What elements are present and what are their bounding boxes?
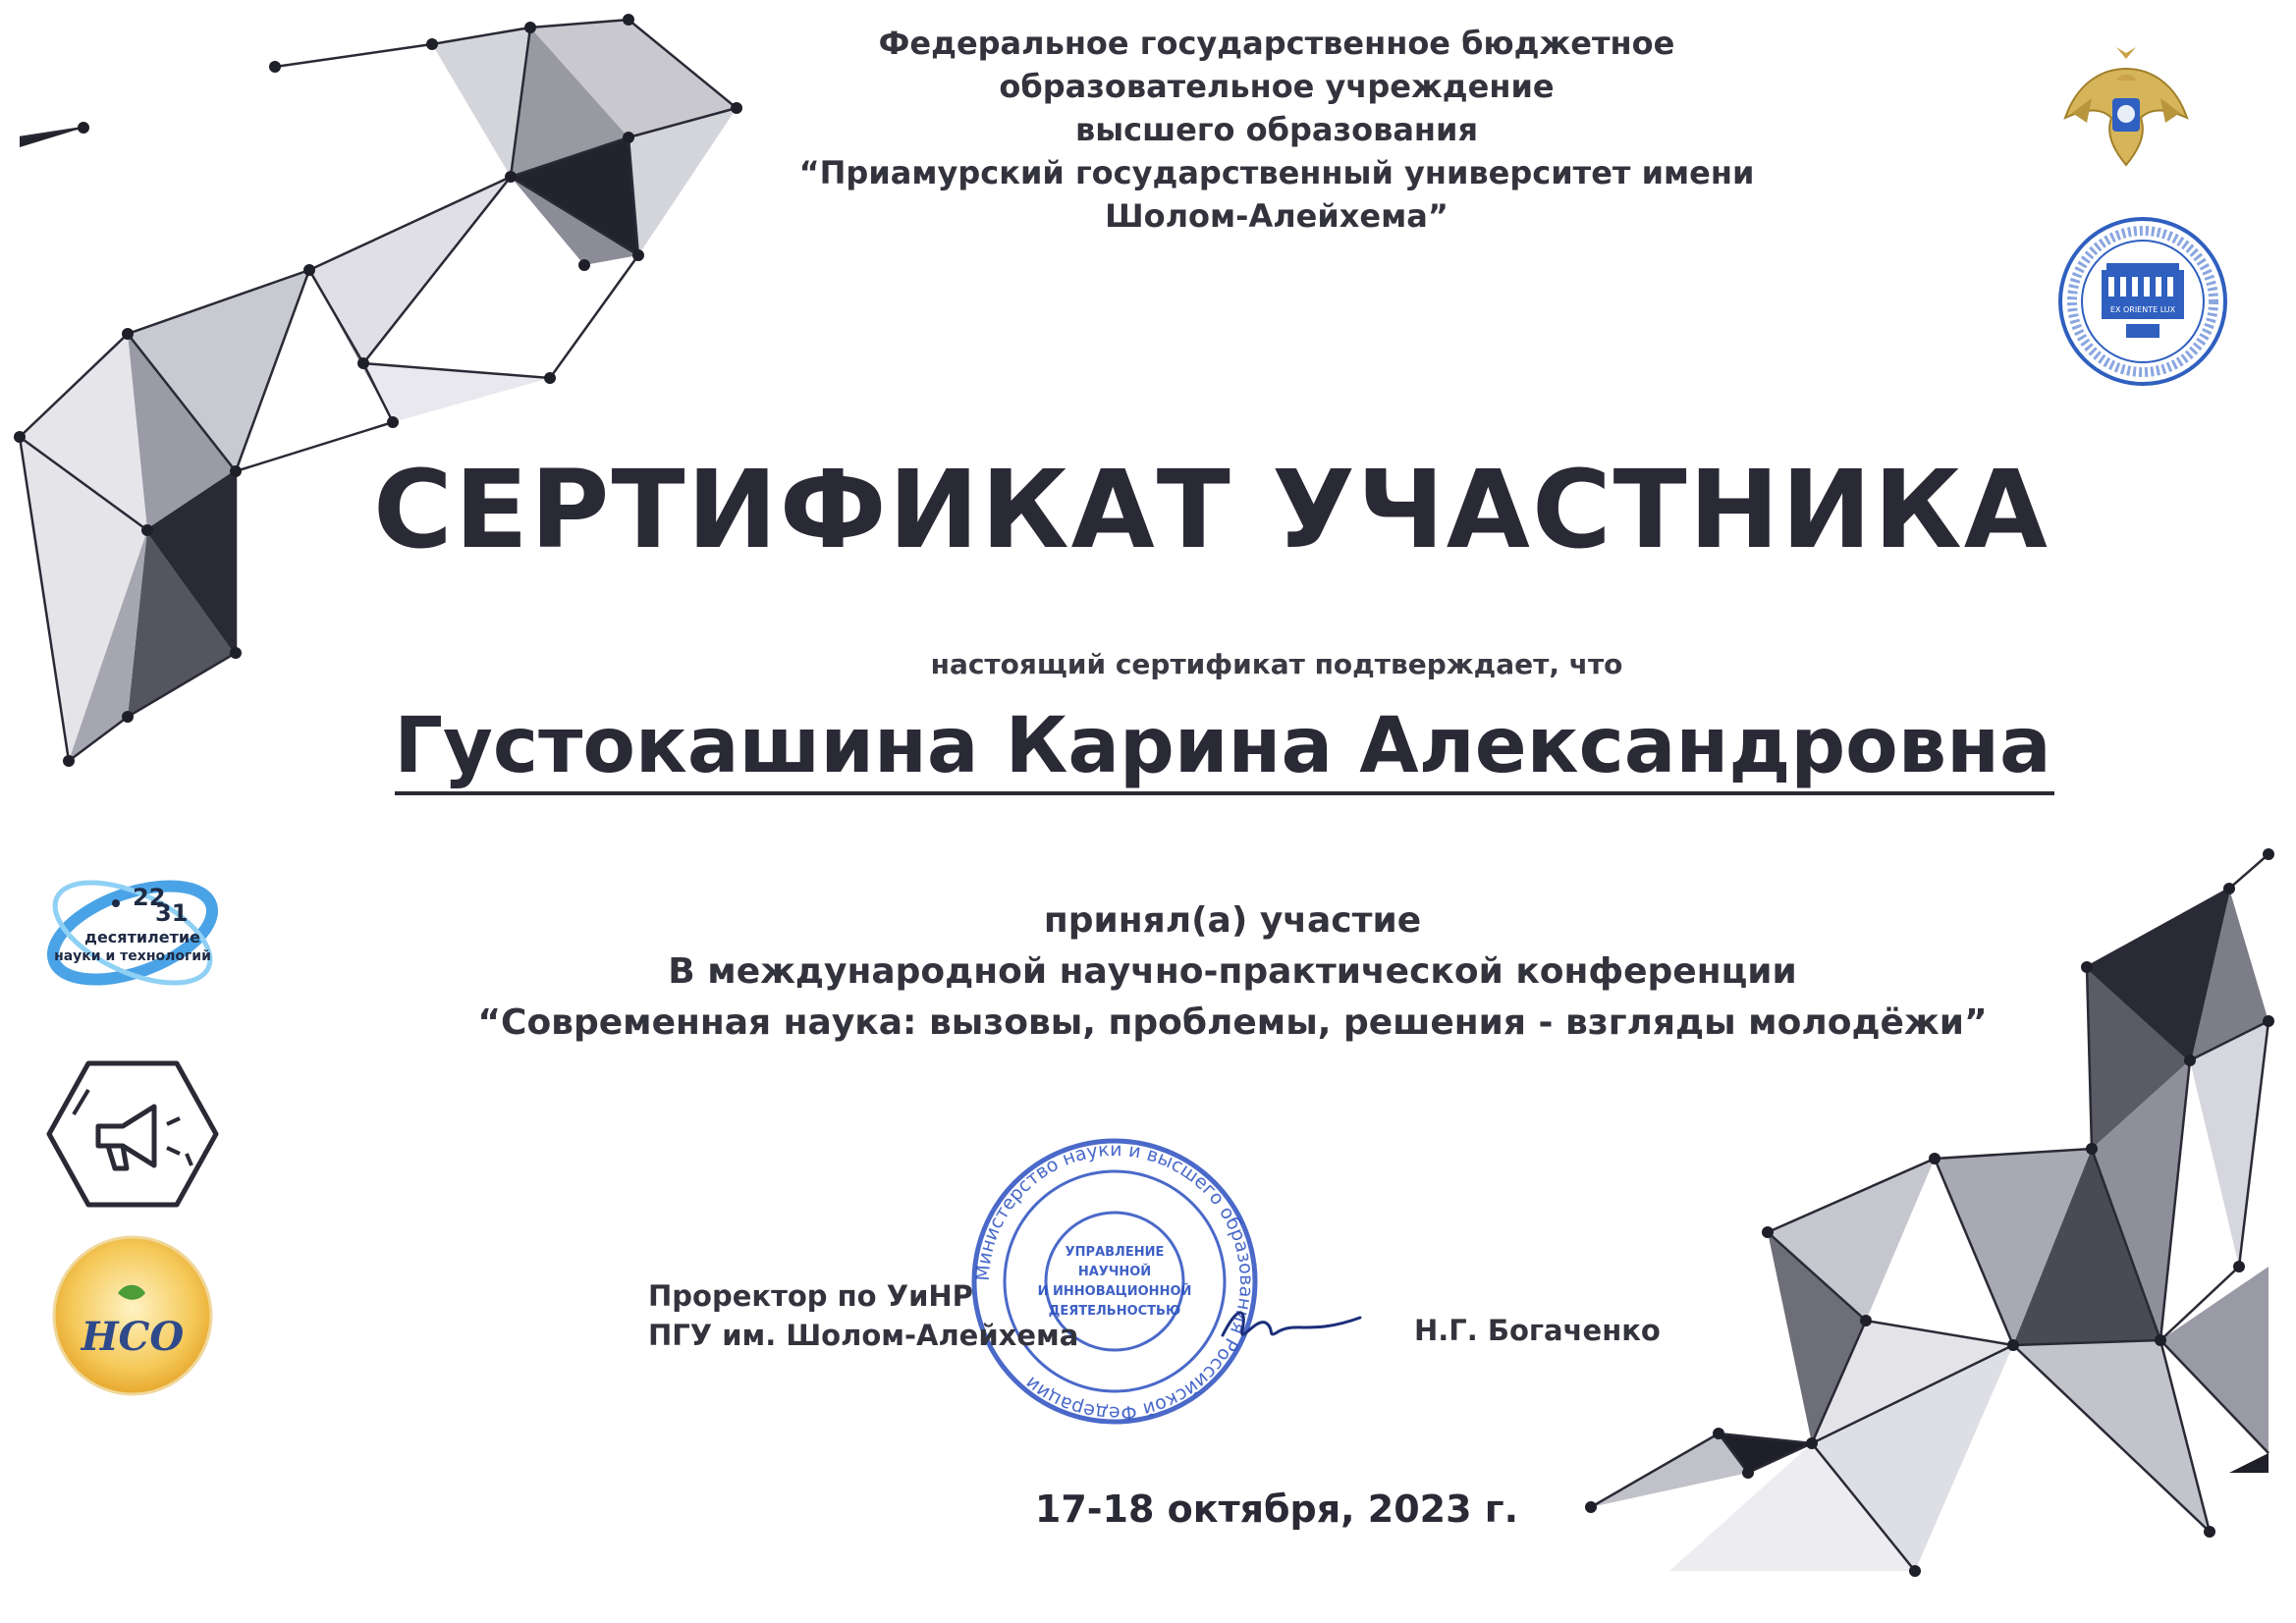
decade-caption-1: десятилетие — [84, 928, 200, 947]
decade-caption-2: науки и технологий — [54, 948, 211, 964]
university-seal-icon — [2057, 216, 2229, 388]
stamp-center-line-1: УПРАВЛЕНИЕ — [1065, 1245, 1165, 1260]
participation-text — [412, 895, 2052, 1049]
stamp-center-line-4: ДЕЯТЕЛЬНОСТЬЮ — [1048, 1304, 1181, 1319]
header-line-1: Федеральное государственное бюджетное — [878, 25, 1675, 62]
seal-caption: EX ORIENTE LUX — [2109, 305, 2176, 314]
decade-number-bottom: 31 — [155, 899, 189, 927]
certificate-title: СЕРТИФИКАТ УЧАСТНИКА — [373, 447, 2050, 572]
signature-mark — [1218, 1296, 1365, 1355]
participation-line-1: принял(а) участие — [1043, 900, 1422, 941]
institution-header — [687, 22, 1866, 238]
signer-position-line-2: ПГУ им. Шолом-Алейхема — [648, 1319, 1079, 1352]
eagle-emblem-icon — [2057, 39, 2195, 177]
signer-position — [648, 1276, 1078, 1355]
stamp-outer-text: Министерство науки и высшего образования Российской Федерации — [971, 1138, 1258, 1425]
header-line-3: высшего образования — [1074, 111, 1478, 148]
network-top-left — [14, 14, 742, 767]
nso-logo — [49, 1232, 216, 1399]
megaphone-icon — [44, 1055, 221, 1213]
decade-number-top: 22 — [133, 884, 166, 911]
participation-line-3: “Современная наука: вызовы, проблемы, решения - взгляды молодёжи” — [477, 1002, 1988, 1043]
participant-name: Густокашина Карина Александровна — [394, 702, 2051, 790]
header-line-5: Шолом-Алейхема” — [1105, 197, 1449, 235]
stamp-center-line-3: И ИННОВАЦИОННОЙ — [1037, 1284, 1192, 1299]
header-line-2: образовательное учреждение — [999, 68, 1555, 105]
nso-text: НСО — [81, 1314, 185, 1360]
signer-name: Н.Г. Богаченко — [1414, 1314, 1661, 1347]
event-date: 17-18 октября, 2023 г. — [1034, 1488, 1519, 1531]
stamp-center-line-2: НАУЧНОЙ — [1077, 1265, 1152, 1279]
signer-position-line-1: Проректор по УиНР — [648, 1279, 973, 1313]
participation-line-2: В международной научно-практической конференции — [668, 951, 1797, 992]
name-underline — [395, 791, 2054, 795]
decade-of-science-logo — [39, 844, 226, 1011]
header-line-4: “Приамурский государственный университет имени — [798, 154, 1755, 191]
confirmation-text: настоящий сертификат подтверждает, что — [930, 648, 1623, 680]
